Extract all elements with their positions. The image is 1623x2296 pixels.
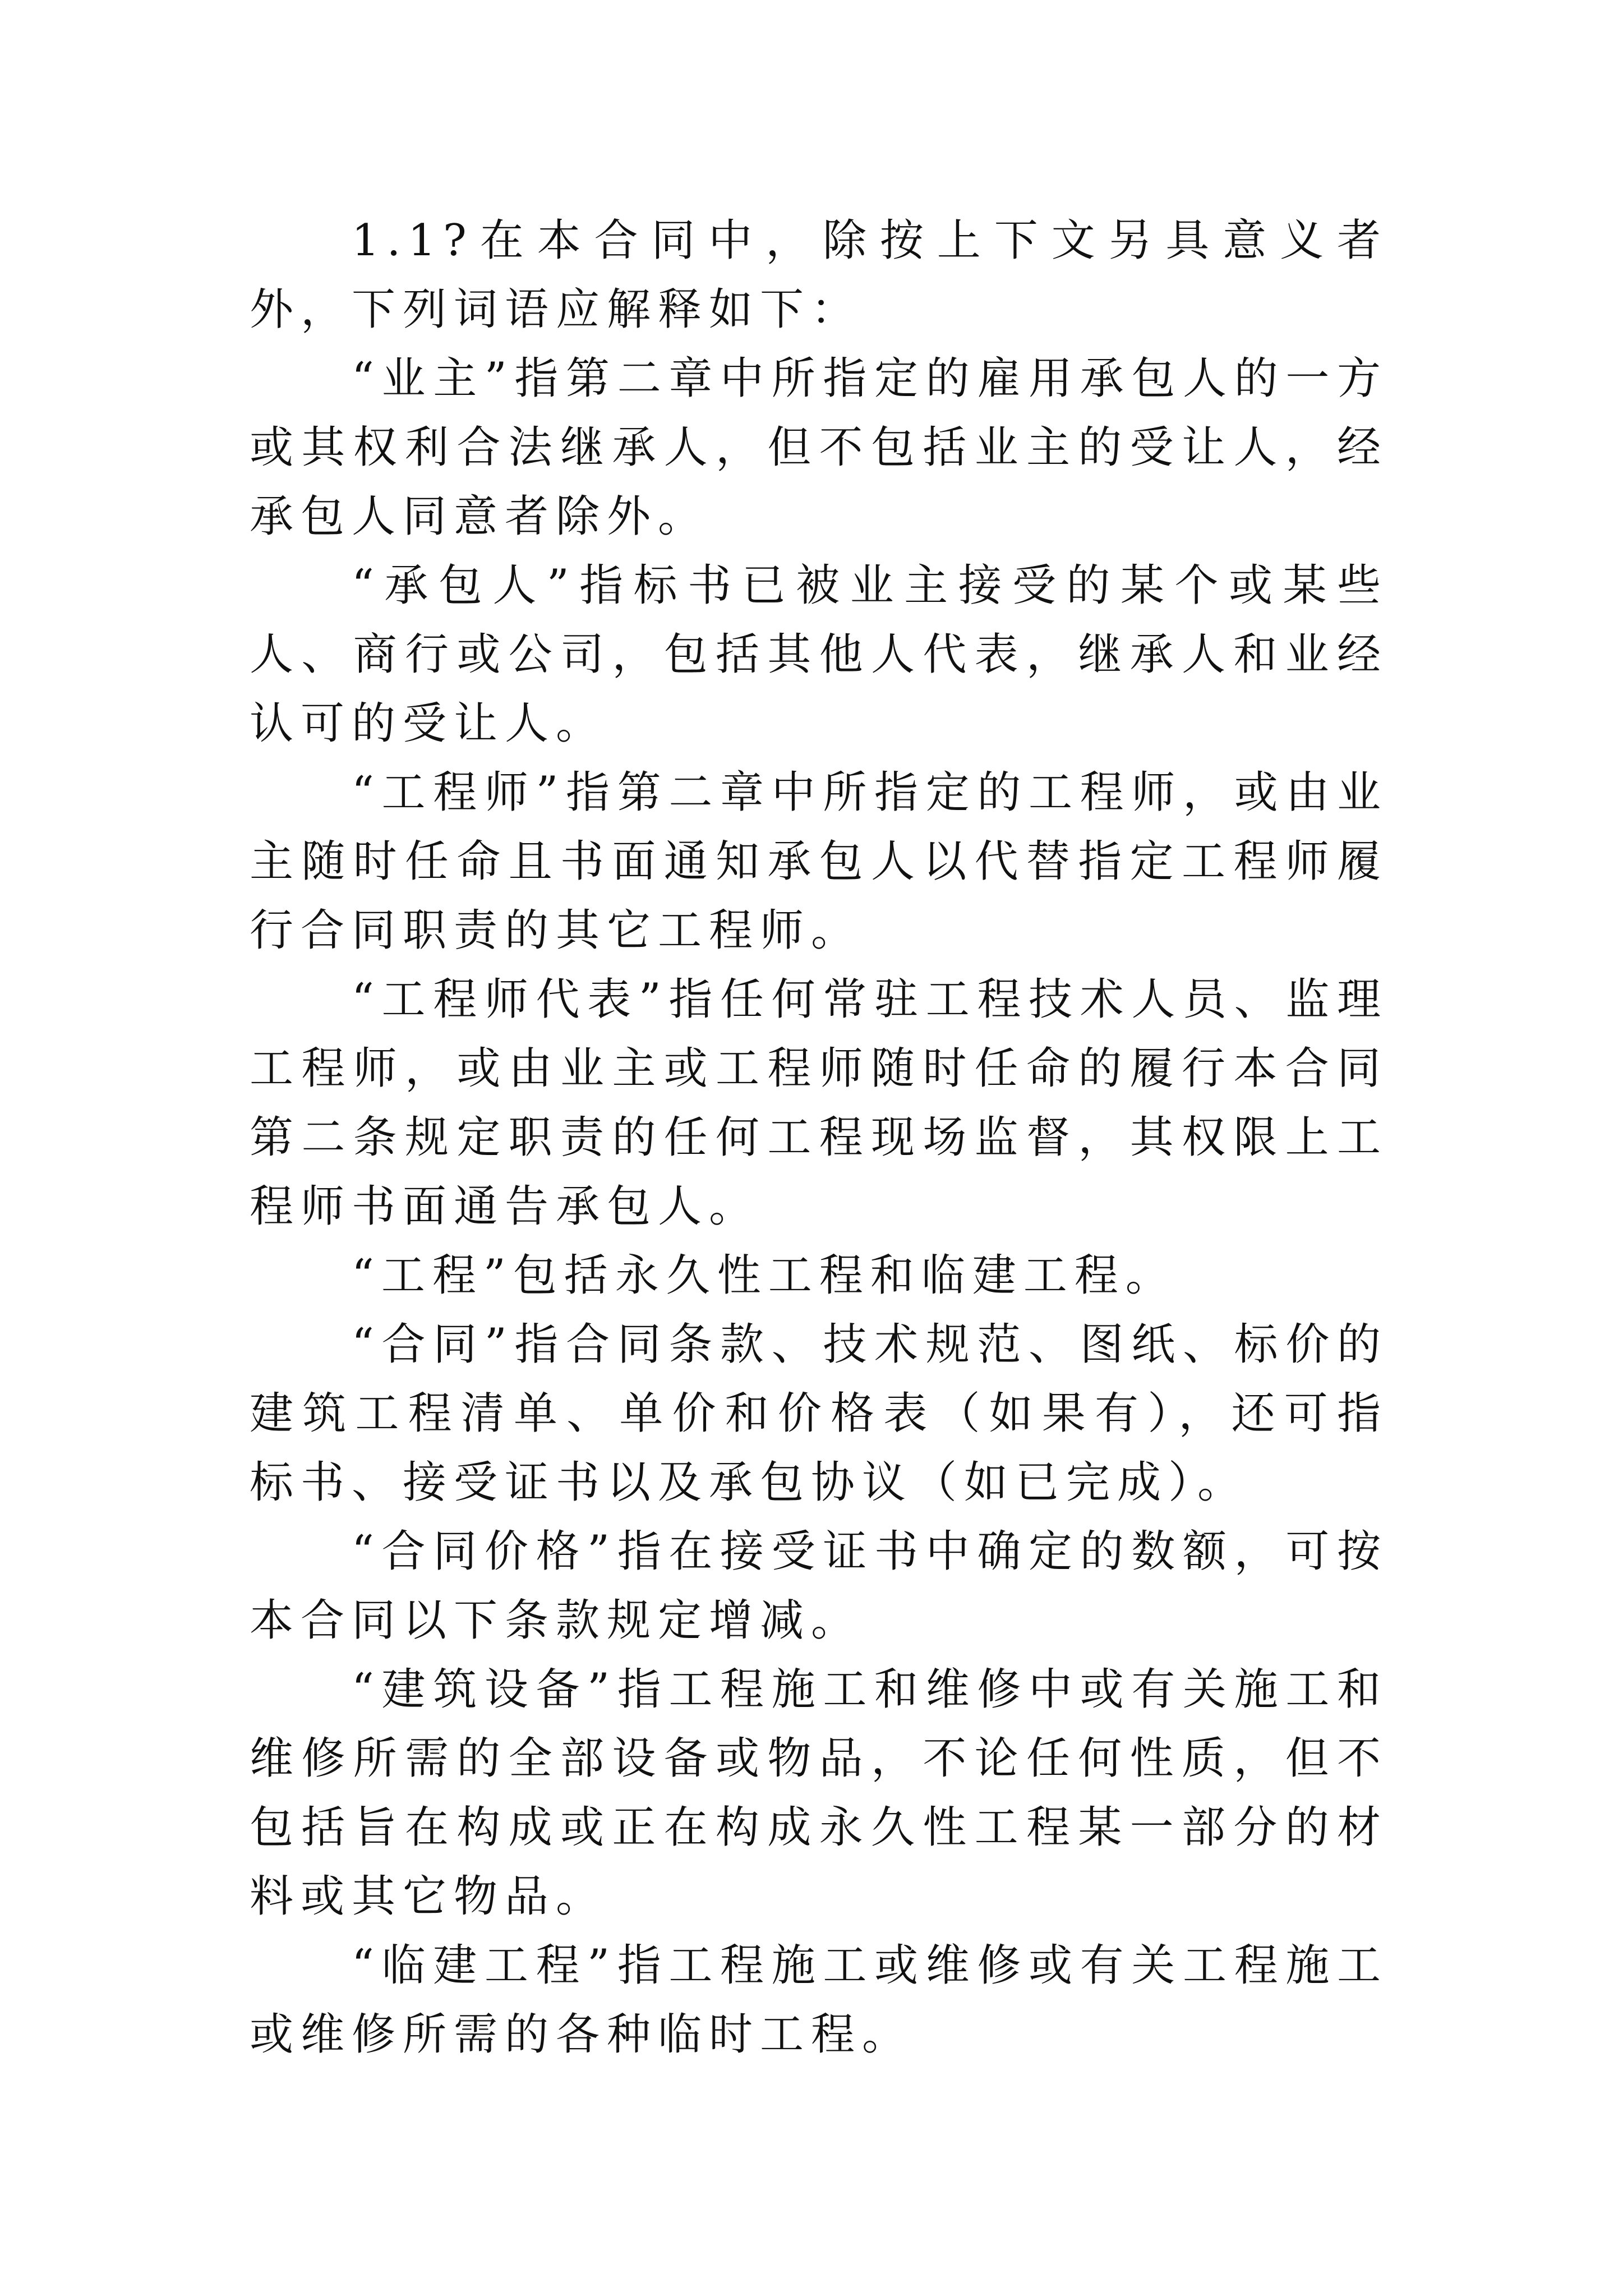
paragraph-definition-engineer-representative: “工程师代表”指任何常驻工程技术人员、监理工程师，或由业主或工程师随时任命的履行本合同第二条规定职责的任何工程现场监督，其权限上工程师书面通告承包人。 — [250, 974, 1388, 1232]
paragraph-definition-contractor: “承包人”指标书已被业主接受的某个或某些人、商行或公司，包括其他人代表，继承人和业经认可的受让人。 — [250, 560, 1388, 749]
paragraph-definition-construction-equipment: “建筑设备”指工程施工和维修中或有关施工和维修所需的全部设备或物品，不论任何性质，但不包括旨在构成或正在构成永久性工程某一部分的材料或其它物品。 — [250, 1664, 1388, 1922]
paragraph-definition-works: “工程”包括永久性工程和临建工程。 — [352, 1250, 1177, 1301]
paragraph-definition-temporary-works: “临建工程”指工程施工或维修或有关工程施工或维修所需的各种临时工程。 — [250, 1940, 1388, 2060]
paragraph-definition-engineer: “工程师”指第二章中所指定的工程师，或由业主随时任命且书面通知承包人以代替指定工程师履行合同职责的其它工程师。 — [250, 767, 1388, 956]
paragraph-definition-contract-price: “合同价格”指在接受证书中确定的数额，可按本合同以下条款规定增减。 — [250, 1526, 1388, 1646]
paragraph-definition-contract: “合同”指合同条款、技术规范、图纸、标价的建筑工程清单、单价和价格表（如果有），还可指标书、接受证书以及承包协议（如已完成）。 — [250, 1319, 1388, 1508]
paragraph-clause-1-1: 1.1?在本合同中，除按上下文另具意义者外，下列词语应解释如下： — [250, 215, 1388, 335]
document-body — [250, 206, 1388, 2069]
paragraph-definition-owner: “业主”指第二章中所指定的雇用承包人的一方或其权利合法继承人，但不包括业主的受让人，经承包人同意者除外。 — [250, 353, 1388, 542]
